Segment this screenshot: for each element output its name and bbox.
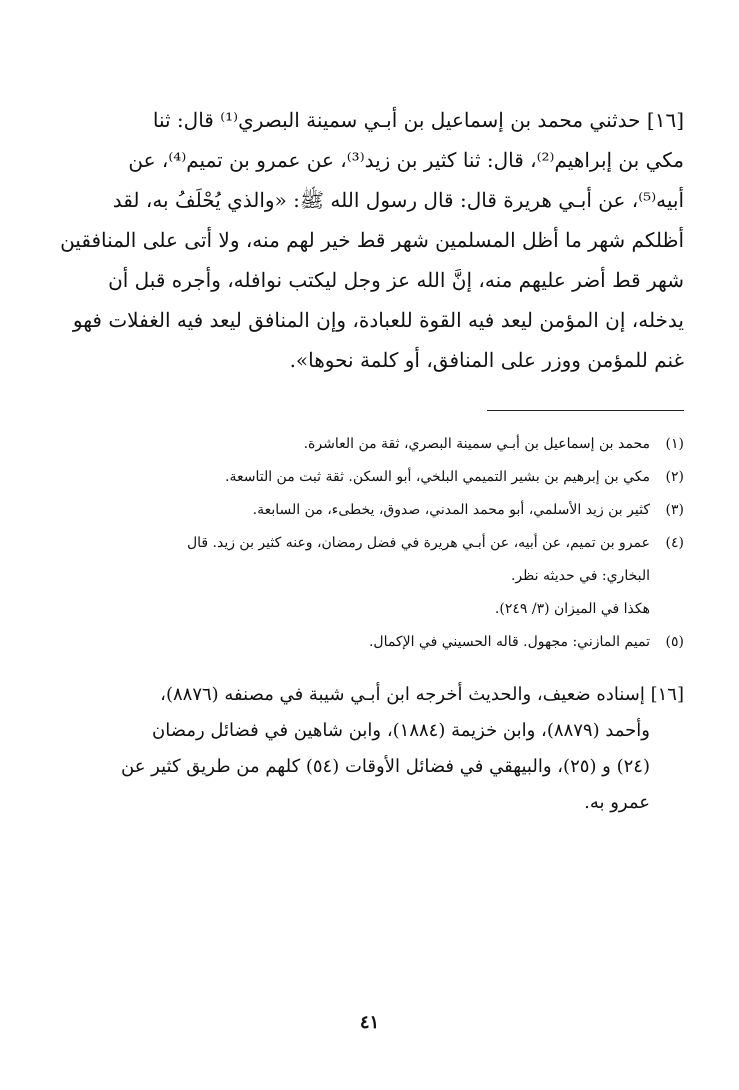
page-number: ٤١ — [359, 1012, 380, 1033]
footnote-1 — [52, 428, 684, 461]
hadith-line: أبيه⁽⁵⁾، عن أبـي هريرة قال: قال رسول الله ﷺ: «والذي يُحْلَفُ به، لقد — [112, 188, 684, 212]
footnote-text: البخاري: في حديثه نظر. — [510, 568, 650, 584]
footnote-number: (٢) — [665, 469, 684, 485]
takhrij-line: [١٦] إسناده ضعيف، والحديث أخرجه ابن أبـي شيبة في مصنفه (٨٨٧٦)، — [160, 684, 684, 705]
footnote-text: مكي بن إبرهيم بن بشير التميمي البلخي، أبو السكن. ثقة ثبت من التاسعة. — [225, 469, 650, 485]
hadith-line: مكي بن إبراهيم⁽²⁾، قال: ثنا كثير بن زيد⁽³⁾، عن عمرو بن تميم⁽⁴⁾، عن — [128, 148, 684, 172]
hadith-line: يدخله، إن المؤمن ليعد فيه القوة للعبادة، وإن المنافق ليعد فيه الغفلات فهو — [72, 308, 684, 332]
footnote-text: تميم المازني: مجهول. قاله الحسيني في الإكمال. — [368, 634, 650, 650]
footnote-number: (١) — [665, 436, 684, 452]
footnote-2 — [52, 461, 684, 494]
footnote-text: عمرو بن تميم، عن أبيه، عن أبـي هريرة في فضل رمضان، وعنه كثير بن زيد. قال — [186, 535, 650, 551]
footnote-text: هكذا في الميزان (٣/ ٢٤٩). — [494, 601, 650, 617]
footnote-separator — [487, 410, 684, 411]
footnote-4 — [52, 527, 684, 626]
takhrij-line: (٢٤) و (٢٥)، والبيهقي في فضائل الأوقات (٥٤) كلهم من طريق كثير عن — [121, 756, 650, 777]
hadith-text — [52, 100, 684, 380]
hadith-line: شهر قط أضر عليهم منه، إنَّ الله عز وجل ليكتب نوافله، وأجره قبل أن — [108, 268, 684, 292]
takhrij-note — [52, 677, 684, 821]
footnote-number: (٣) — [665, 502, 684, 518]
footnote-5 — [52, 626, 684, 659]
hadith-line: [١٦] حدثني محمد بن إسماعيل بن أبـي سمينة البصري⁽¹⁾ قال: ثنا — [152, 108, 684, 132]
footnote-text: محمد بن إسماعيل بن أبـي سمينة البصري، ثقة من العاشرة. — [303, 436, 650, 452]
footnotes — [52, 428, 684, 659]
footnote-3 — [52, 494, 684, 527]
footnote-number: (٥) — [665, 634, 684, 650]
footnote-number: (٤) — [665, 535, 684, 551]
hadith-line: غنم للمؤمن ووزر على المنافق، أو كلمة نحوها». — [289, 348, 684, 372]
footnote-text: كثير بن زيد الأسلمي، أبو محمد المدني، صدوق، يخطىء، من السابعة. — [252, 502, 650, 518]
takhrij-line: عمرو به. — [584, 792, 650, 813]
takhrij-line: وأحمد (٨٨٧٩)، وابن خزيمة (١٨٨٤)، وابن شاهين في فضائل رمضان — [152, 720, 650, 741]
hadith-line: أظلكم شهر ما أظل المسلمين شهر قط خير لهم منه، ولا أتى على المنافقين — [60, 228, 684, 252]
